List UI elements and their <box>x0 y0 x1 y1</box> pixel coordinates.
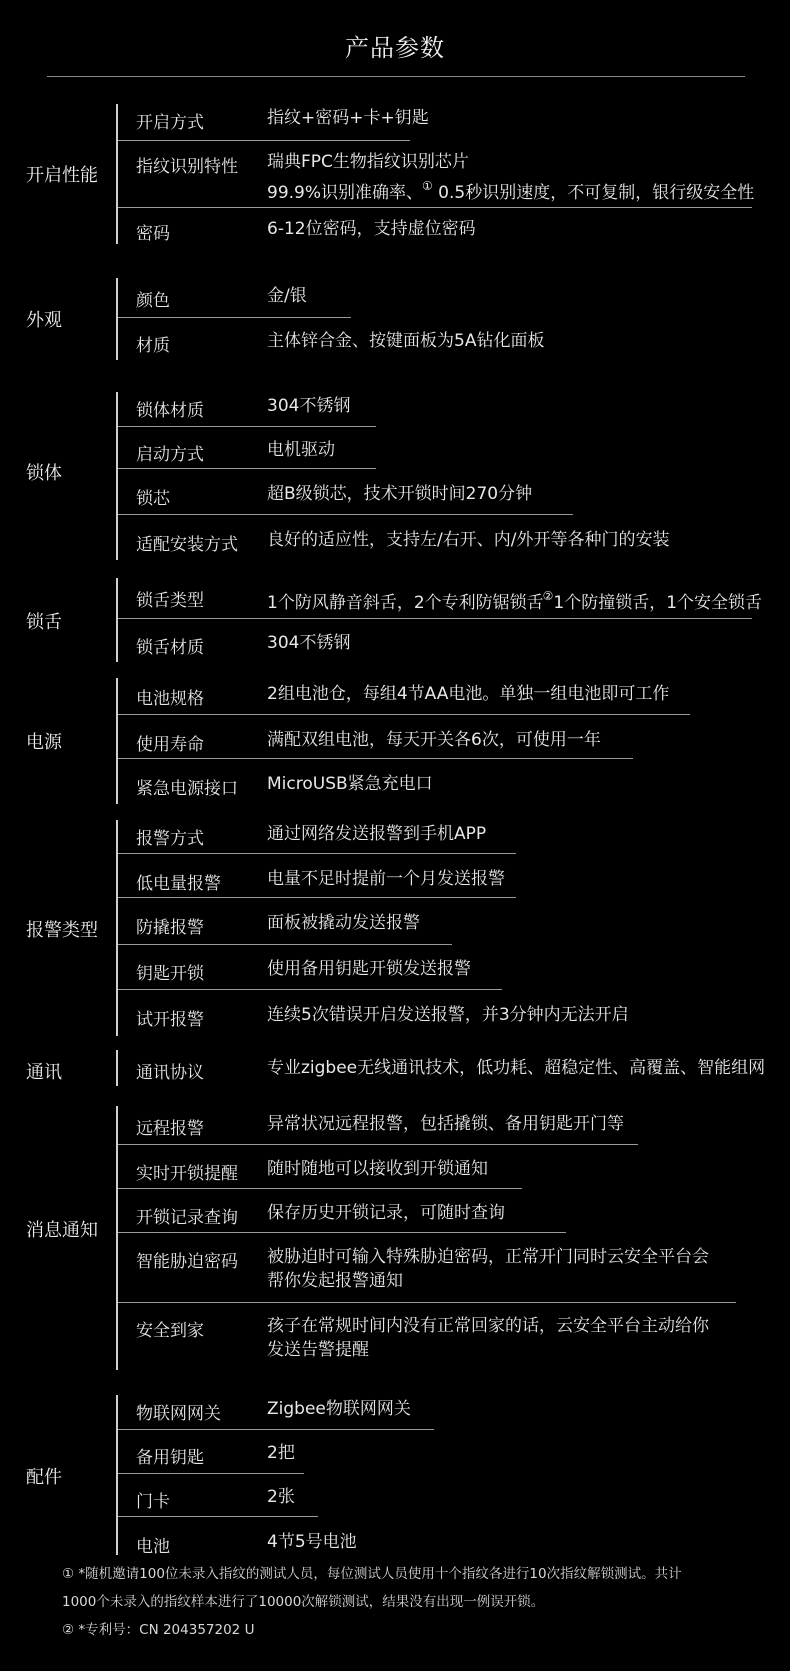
footnote-1 <box>62 1560 752 1588</box>
section-category: 配件 <box>26 1467 62 1488</box>
spec-value: 专业zigbee无线通讯技术，低功耗、超稳定性、高覆盖、智能组网 <box>267 1058 766 1078</box>
spec-label: 低电量报警 <box>136 874 221 894</box>
spec-label: 报警方式 <box>136 829 204 849</box>
section-bar <box>116 392 118 560</box>
row-divider <box>118 1302 736 1303</box>
spec-label: 密码 <box>136 224 170 244</box>
spec-value: 面板被撬动发送报警 <box>267 913 420 933</box>
row-divider <box>118 426 376 427</box>
spec-value: 异常状况远程报警，包括撬锁、备用钥匙开门等 <box>267 1114 624 1134</box>
spec-label: 远程报警 <box>136 1119 204 1139</box>
footnotes <box>62 1560 752 1644</box>
spec-label: 开启方式 <box>136 113 204 133</box>
spec-label: 物联网网关 <box>136 1404 221 1424</box>
footnote-1-continued <box>62 1588 752 1616</box>
spec-label: 颜色 <box>136 291 170 311</box>
row-divider <box>118 618 752 619</box>
section-bar <box>116 578 118 662</box>
spec-label: 材质 <box>136 336 170 356</box>
spec-value: 良好的适应性，支持左/右开、内/外开等各种门的安装 <box>267 530 670 550</box>
spec-label: 锁舌材质 <box>136 638 204 658</box>
spec-value: 主体锌合金、按键面板为5A钻化面板 <box>267 331 545 351</box>
section-category: 消息通知 <box>26 1220 98 1241</box>
spec-value <box>267 584 762 615</box>
row-divider <box>118 1188 522 1189</box>
row-divider <box>118 140 410 141</box>
spec-label: 启动方式 <box>136 445 204 465</box>
spec-value-part: 99.9%识别准确率、 <box>267 183 424 203</box>
row-divider <box>118 944 452 945</box>
row-divider <box>118 853 516 854</box>
section-category: 报警类型 <box>26 920 98 941</box>
spec-label: 锁舌类型 <box>136 591 204 611</box>
spec-value: 孩子在常规时间内没有正常回家的话，云安全平台主动给你 <box>267 1316 709 1336</box>
spec-value: 6-12位密码，支持虚位密码 <box>267 219 476 239</box>
section-lock-body <box>0 392 790 560</box>
section-opening-performance <box>0 104 790 244</box>
spec-label: 电池规格 <box>136 689 204 709</box>
section-alarm-types <box>0 820 790 1036</box>
footnote-mark: ① <box>422 179 433 193</box>
spec-label: 指纹识别特性 <box>136 157 238 177</box>
spec-value: 金/银 <box>267 286 307 306</box>
spec-value: 2把 <box>267 1443 295 1463</box>
spec-value: 2组电池仓，每组4节AA电池。单独一组电池即可工作 <box>267 684 670 704</box>
spec-value: 连续5次错误开启发送报警，并3分钟内无法开启 <box>267 1005 629 1025</box>
row-divider <box>118 714 690 715</box>
spec-value: MicroUSB紧急充电口 <box>267 774 433 794</box>
section-power <box>0 678 790 804</box>
spec-value: 304不锈钢 <box>267 633 351 653</box>
spec-value: 保存历史开锁记录，可随时查询 <box>267 1203 505 1223</box>
section-bar <box>116 1106 118 1370</box>
spec-value-line2: 帮你发起报警通知 <box>267 1271 403 1291</box>
section-bar <box>116 104 118 244</box>
row-divider <box>118 1429 434 1430</box>
row-divider <box>118 1473 304 1474</box>
spec-value-part: 0.5秒识别速度，不可复制，银行级安全性 <box>432 183 755 203</box>
spec-value-line2: 发送告警提醒 <box>267 1340 369 1360</box>
section-notifications <box>0 1106 790 1370</box>
spec-label: 锁芯 <box>136 489 170 509</box>
section-bar <box>116 1395 118 1555</box>
spec-value: 满配双组电池，每天开关各6次，可使用一年 <box>267 730 601 750</box>
spec-value: 电机驱动 <box>267 440 335 460</box>
footnote-mark: ② <box>62 1622 75 1638</box>
spec-label: 备用钥匙 <box>136 1448 204 1468</box>
spec-label: 开锁记录查询 <box>136 1208 238 1228</box>
spec-value-part: 1个防撞锁舌，1个安全锁舌 <box>553 593 763 613</box>
spec-value: 使用备用钥匙开锁发送报警 <box>267 959 471 979</box>
spec-label: 锁体材质 <box>136 401 204 421</box>
spec-label: 电池 <box>136 1537 170 1557</box>
section-category: 锁舌 <box>26 612 62 633</box>
spec-value: 电量不足时提前一个月发送报警 <box>267 869 505 889</box>
row-divider <box>118 897 516 898</box>
row-divider <box>118 514 573 515</box>
spec-value-line2 <box>267 174 754 205</box>
title-divider <box>47 76 745 77</box>
footnote-text: *专利号：CN 204357202 U <box>78 1622 255 1638</box>
spec-label: 防撬报警 <box>136 918 204 938</box>
row-divider <box>118 758 633 759</box>
page-title: 产品参数 <box>345 34 445 62</box>
row-divider <box>118 1144 638 1145</box>
spec-label: 通讯协议 <box>136 1063 204 1083</box>
spec-value: Zigbee物联网网关 <box>267 1399 411 1419</box>
spec-value: 随时随地可以接收到开锁通知 <box>267 1159 488 1179</box>
section-category: 外观 <box>26 310 62 331</box>
spec-label: 适配安装方式 <box>136 535 238 555</box>
row-divider <box>118 468 376 469</box>
spec-value: 2张 <box>267 1487 295 1507</box>
section-communication <box>0 1050 790 1086</box>
section-category: 通讯 <box>26 1062 62 1083</box>
footnote-text: *随机邀请100位未录入指纹的测试人员，每位测试人员使用十个指纹各进行10次指纹解锁测试。共计 <box>78 1566 682 1582</box>
spec-value: 瑞典FPC生物指纹识别芯片 <box>267 152 469 172</box>
section-category: 电源 <box>26 732 62 753</box>
section-category: 开启性能 <box>26 165 98 186</box>
row-divider <box>118 1232 566 1233</box>
row-divider <box>118 317 351 318</box>
spec-label: 试开报警 <box>136 1010 204 1030</box>
section-category: 锁体 <box>26 463 62 484</box>
spec-label: 钥匙开锁 <box>136 964 204 984</box>
footnote-2 <box>62 1616 752 1644</box>
section-appearance <box>0 278 790 360</box>
section-bar <box>116 678 118 804</box>
spec-value: 304不锈钢 <box>267 396 351 416</box>
footnote-mark: ② <box>542 589 554 603</box>
spec-label: 智能胁迫密码 <box>136 1252 238 1272</box>
spec-label: 实时开锁提醒 <box>136 1164 238 1184</box>
footnote-mark: ① <box>62 1566 75 1582</box>
row-divider <box>118 207 752 208</box>
footnote-text: 1000个未录入的指纹样本进行了10000次解锁测试，结果没有出现一例误开锁。 <box>62 1594 545 1610</box>
spec-value-part: 1个防风静音斜舌，2个专利防锯锁舌 <box>267 593 544 613</box>
spec-label: 安全到家 <box>136 1321 204 1341</box>
spec-value: 4节5号电池 <box>267 1532 357 1552</box>
section-bar <box>116 278 118 360</box>
section-bar <box>116 1050 118 1086</box>
spec-value: 指纹+密码+卡+钥匙 <box>267 108 429 128</box>
spec-label: 使用寿命 <box>136 735 204 755</box>
row-divider <box>118 989 502 990</box>
spec-label: 紧急电源接口 <box>136 779 238 799</box>
section-accessories <box>0 1395 790 1555</box>
spec-value: 超B级锁芯，技术开锁时间270分钟 <box>267 484 533 504</box>
row-divider <box>118 1516 318 1517</box>
spec-value: 被胁迫时可输入特殊胁迫密码，正常开门同时云安全平台会 <box>267 1247 709 1267</box>
spec-label: 门卡 <box>136 1492 170 1512</box>
section-latch <box>0 578 790 662</box>
spec-value: 通过网络发送报警到手机APP <box>267 824 487 844</box>
